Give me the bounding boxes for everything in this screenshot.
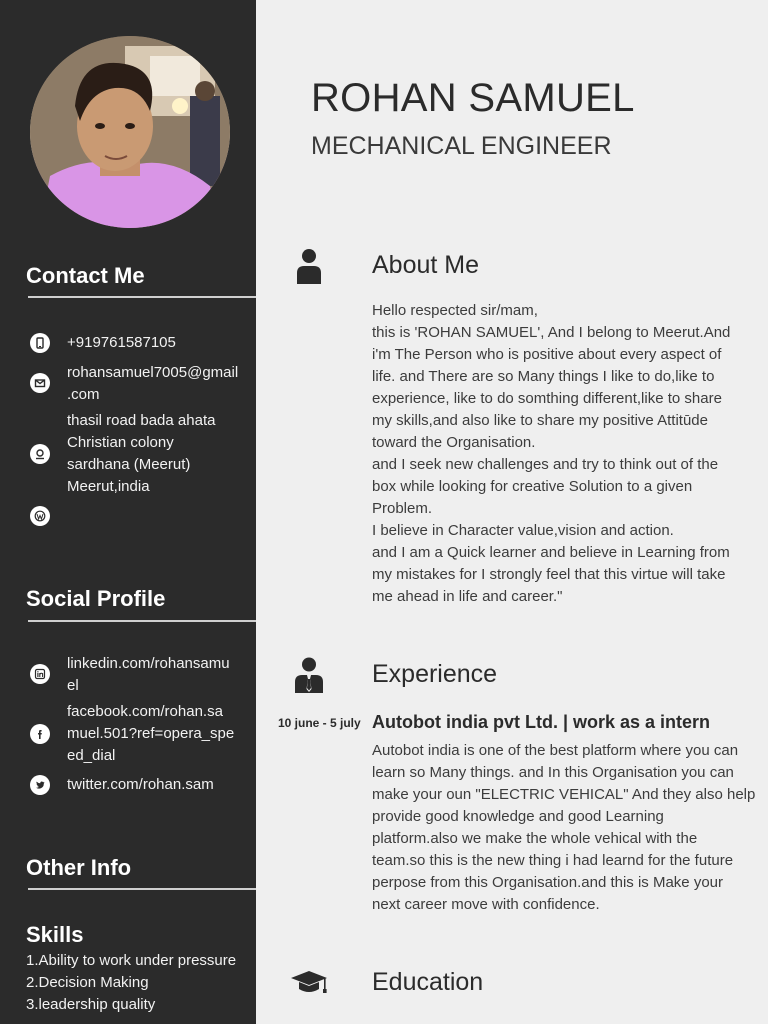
social-heading: Social Profile xyxy=(26,586,166,611)
experience-line: next career move with confidence. xyxy=(372,896,600,913)
resume-role: MECHANICAL ENGINEER xyxy=(311,132,612,160)
contact-email-line: rohansamuel7005@gmail xyxy=(67,364,239,381)
social-facebook[interactable] xyxy=(67,701,249,767)
about-line: I believe in Character value,vision and action. xyxy=(372,522,674,539)
graduation-cap-icon xyxy=(289,970,329,1001)
contact-address-line: Meerut,india xyxy=(67,478,150,495)
experience-text xyxy=(372,740,762,916)
skill-item: 1.Ability to work under pressure xyxy=(26,952,237,969)
contact-divider xyxy=(28,296,256,298)
social-facebook-line: ed_dial xyxy=(67,747,116,764)
businessman-icon xyxy=(294,657,324,698)
contact-address-line: Christian colony xyxy=(67,434,174,451)
facebook-icon xyxy=(30,724,50,744)
about-line: and I seek new challenges and try to think out of the xyxy=(372,456,719,473)
experience-line: team.so this is the new thing i had learnd for the future xyxy=(372,852,734,869)
about-line: and I am a Quick learner and believe in Learning from xyxy=(372,544,730,561)
contact-address-line: sardhana (Meerut) xyxy=(67,456,191,473)
profile-photo xyxy=(30,36,230,228)
experience-date: 10 june - 5 july xyxy=(278,716,361,730)
profile-photo-image xyxy=(30,36,230,228)
about-line: my mistakes for I strongly feel that this virtue will take xyxy=(372,566,726,583)
social-divider xyxy=(28,620,256,622)
twitter-icon xyxy=(30,775,50,795)
social-linkedin[interactable] xyxy=(67,653,249,697)
experience-line: make your oun "ELECTRIC VEHICAL" And they also help xyxy=(372,786,756,803)
contact-address xyxy=(67,410,249,498)
about-line: i'm The Person who is positive about every aspect of xyxy=(372,346,722,363)
about-line: experience, like to do somthing different,like to share xyxy=(372,390,722,407)
skill-item: 3.leadership quality xyxy=(26,996,156,1013)
other-info-heading: Other Info xyxy=(26,855,132,880)
about-text xyxy=(372,300,757,608)
about-line: this is 'ROHAN SAMUEL', And I belong to Meerut.And xyxy=(372,324,731,341)
social-linkedin-line: linkedin.com/rohansamu xyxy=(67,655,230,672)
about-line: life. and There are so Many things I like to do,like to xyxy=(372,368,715,385)
experience-heading: Experience xyxy=(372,660,498,688)
contact-email-line: .com xyxy=(67,386,100,403)
about-line: me ahead in life and career." xyxy=(372,588,563,605)
about-line: Hello respected sir/mam, xyxy=(372,302,538,319)
education-heading: Education xyxy=(372,968,484,996)
contact-email[interactable] xyxy=(67,362,249,406)
social-facebook-line: facebook.com/rohan.sa xyxy=(67,703,223,720)
experience-line: learn so Many things. and In this Organisation you can xyxy=(372,764,734,781)
sidebar xyxy=(0,0,256,1024)
map-pin-icon xyxy=(30,444,50,464)
about-heading: About Me xyxy=(372,251,480,279)
phone-icon xyxy=(30,333,50,353)
experience-line: Autobot india is one of the best platform where you can xyxy=(372,742,739,759)
contact-address-line: thasil road bada ahata xyxy=(67,412,216,429)
experience-line: provide good knowledge and good Learning xyxy=(372,808,664,825)
experience-job-title: Autobot india pvt Ltd. | work as a intern xyxy=(372,712,711,732)
skill-item: 2.Decision Making xyxy=(26,974,149,991)
about-line: toward the Organisation. xyxy=(372,434,536,451)
contact-heading: Contact Me xyxy=(26,263,145,288)
envelope-icon xyxy=(30,373,50,393)
about-line: my skills,and also like to share my positive Attitūde xyxy=(372,412,708,429)
skills-heading: Skills xyxy=(26,922,84,947)
about-line: Problem. xyxy=(372,500,433,517)
resume-name: ROHAN SAMUEL xyxy=(311,76,635,120)
experience-line: platform.also we make the whole vehical with the xyxy=(372,830,698,847)
person-icon xyxy=(296,248,322,289)
about-line: box while looking for creative Solution to a given xyxy=(372,478,693,495)
linkedin-icon xyxy=(30,664,50,684)
experience-line: perpose from this Organisation.and this is Make your xyxy=(372,874,723,891)
social-linkedin-line: el xyxy=(67,677,79,694)
social-facebook-line: muel.501?ref=opera_spe xyxy=(67,725,235,742)
contact-phone[interactable]: +919761587105 xyxy=(67,334,176,351)
social-twitter[interactable]: twitter.com/rohan.sam xyxy=(67,776,214,793)
wordpress-icon[interactable] xyxy=(30,506,50,526)
other-info-divider xyxy=(28,888,256,890)
